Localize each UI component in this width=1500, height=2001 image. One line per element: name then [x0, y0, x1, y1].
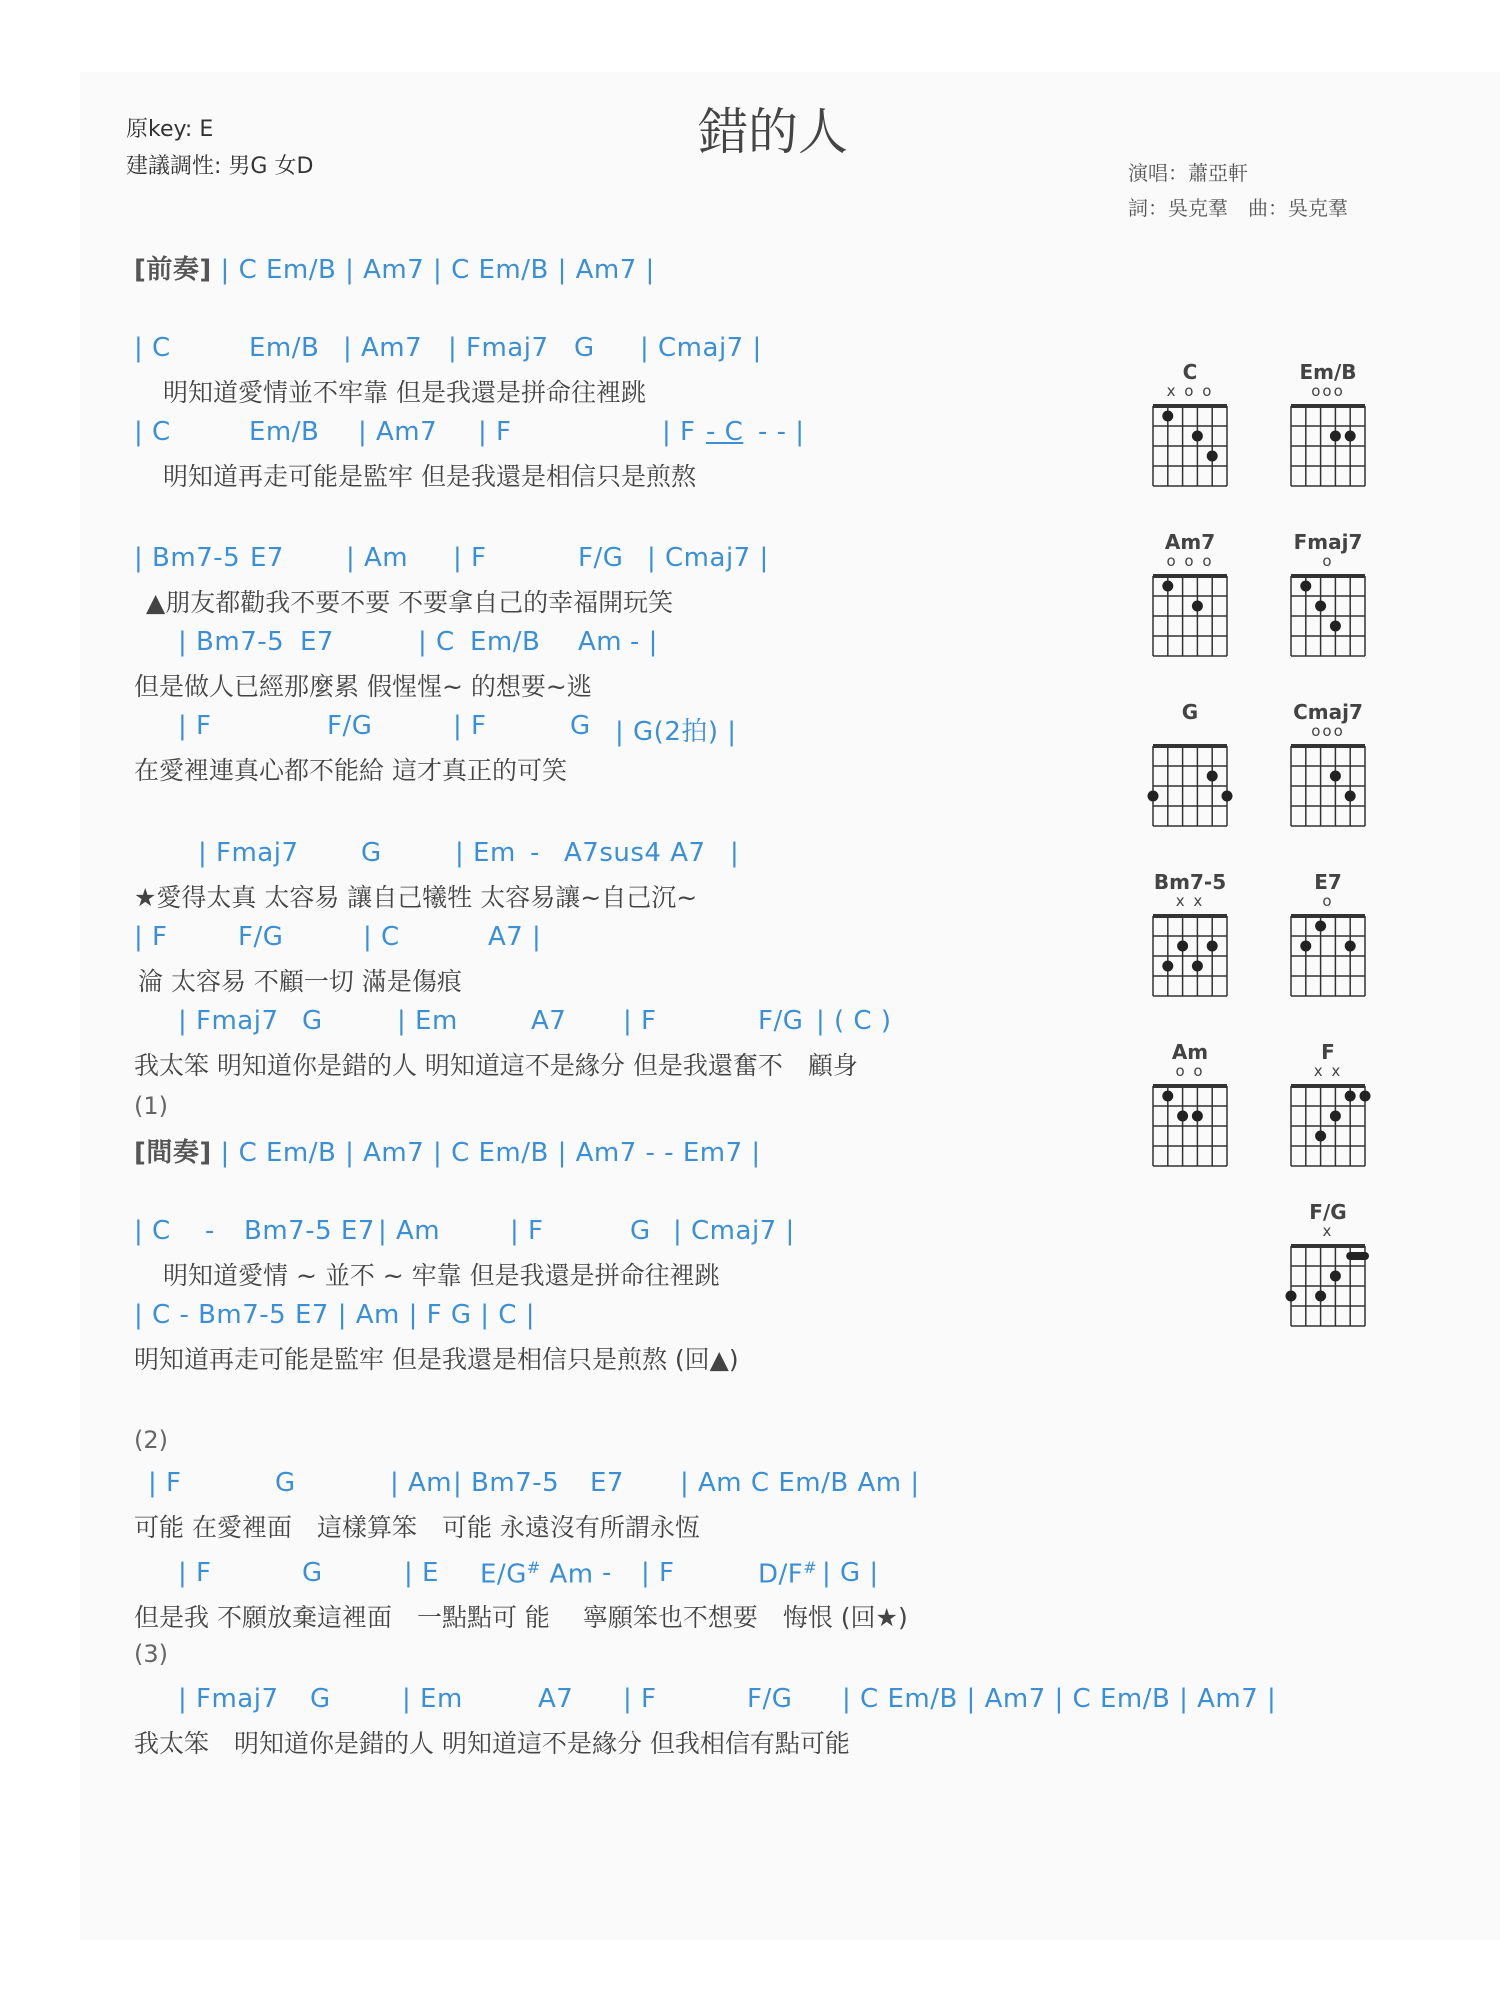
chord: | F	[178, 711, 212, 741]
finger-dot	[1330, 1111, 1341, 1122]
lyric-line: 在愛裡連真心都不能給 這才真正的可笑	[134, 756, 567, 785]
finger-dot	[1300, 581, 1311, 592]
chord: G	[302, 1006, 323, 1036]
open-mute-markers: o o	[1175, 1062, 1205, 1080]
chord-diagram-name: Em/B	[1299, 360, 1357, 384]
chord-diagram-name: Am	[1171, 1040, 1209, 1064]
chord-part: E/G	[480, 1559, 527, 1590]
lyric-line: ★愛得太真 太容易 讓自己犧牲 太容易讓~自己沉~	[134, 883, 698, 912]
chord-diagram-name: Am7	[1164, 530, 1216, 554]
finger-dot	[1360, 1091, 1371, 1102]
chord: F/G	[747, 1684, 793, 1714]
finger-dot	[1192, 961, 1203, 972]
lyric-line: 淪 太容易 不顧一切 滿是傷痕	[138, 967, 462, 996]
chord: | C	[134, 417, 171, 447]
open-mute-markers: o	[1322, 892, 1334, 910]
section-marker: (1)	[134, 1092, 168, 1120]
chord: | G(2拍) |	[615, 717, 737, 747]
finger-dot	[1207, 771, 1218, 782]
lyric-line: 明知道愛情 ~ 並不 ~ 牢靠 但是我還是拼命往裡跳	[163, 1261, 720, 1290]
chord: | ( C )	[816, 1006, 892, 1036]
finger-dot	[1330, 621, 1341, 632]
open-mute-markers: o o o	[1166, 552, 1214, 570]
fretboard-grid	[1147, 402, 1233, 492]
open-mute-markers: x	[1322, 1222, 1334, 1240]
singer-credit: 演唱：蕭亞軒	[1128, 161, 1248, 185]
finger-dot	[1207, 451, 1218, 462]
chord: G	[310, 1684, 331, 1714]
chord: G	[570, 711, 591, 741]
fretboard-grid	[1285, 1242, 1371, 1332]
chord: F/G	[327, 711, 373, 741]
fretboard-grid	[1285, 402, 1371, 492]
chord-diagram-name: C	[1182, 360, 1198, 384]
chord-diagram-name: Fmaj7	[1293, 530, 1363, 554]
lyric-line: ▲朋友都勸我不要不要 不要拿自己的幸福開玩笑	[146, 588, 674, 617]
chord: G	[302, 1558, 323, 1588]
chord: | F	[148, 1468, 182, 1498]
chord: | Fmaj7	[448, 333, 549, 363]
chord-part: Am	[540, 1559, 594, 1590]
chord: | Am	[346, 543, 409, 573]
open-mute-markers: o	[1322, 552, 1334, 570]
finger-dot	[1177, 1111, 1188, 1122]
chord: A7	[531, 1006, 567, 1036]
writer-credit: 詞：吳克羣 曲：吳克羣	[1128, 196, 1348, 220]
chord: Em/B	[249, 333, 320, 363]
chord-line: | C - Bm7-5 E7 | Am | F G | C |	[134, 1300, 535, 1330]
lyric-line: 明知道再走可能是監牢 但是我還是相信只是煎熬 (回▲)	[134, 1345, 739, 1374]
finger-dot	[1300, 941, 1311, 952]
fretboard-grid	[1147, 912, 1233, 1002]
finger-dot	[1162, 411, 1173, 422]
finger-dot	[1162, 961, 1173, 972]
chord-diagram-name: E7	[1314, 870, 1342, 894]
chord: | C	[134, 1216, 171, 1246]
chord-diagram-g	[1140, 700, 1240, 834]
chord: -	[530, 838, 540, 868]
chord: | F	[453, 543, 487, 573]
finger-dot	[1330, 771, 1341, 782]
chord-diagram-am	[1140, 1040, 1240, 1174]
intro-line	[134, 249, 655, 286]
fretboard-grid	[1147, 572, 1233, 662]
lyric-line: 明知道愛情並不牢靠 但是我還是拼命往裡跳	[163, 378, 646, 407]
chord: E7	[590, 1468, 624, 1498]
chord: | F	[623, 1684, 657, 1714]
chord: A7	[488, 922, 524, 952]
chord	[758, 1558, 817, 1590]
chord: Em/B	[249, 417, 320, 447]
finger-dot	[1345, 791, 1356, 802]
chord: | F	[134, 922, 168, 952]
chord: | Cmaj7 |	[640, 333, 762, 363]
chord: Am	[578, 627, 623, 657]
chord-diagram-cmaj7	[1278, 700, 1378, 834]
chord: E7	[250, 543, 284, 573]
fretboard-grid	[1285, 912, 1371, 1002]
chord-diagram-name: G	[1181, 700, 1199, 724]
chord: | Fmaj7	[198, 838, 299, 868]
open-mute-markers: x x	[1313, 1062, 1343, 1080]
chord: | Fmaj7	[178, 1006, 279, 1036]
chord: |	[532, 922, 542, 952]
fretboard-grid	[1147, 742, 1233, 832]
finger-dot	[1162, 581, 1173, 592]
chord: G	[574, 333, 595, 363]
chord: G	[275, 1468, 296, 1498]
interlude-label: [間奏]	[134, 1138, 212, 1168]
chord: | C	[363, 922, 400, 952]
chord-diagram-name: Bm7-5	[1153, 870, 1227, 894]
finger-dot	[1345, 941, 1356, 952]
intro-chords: | C Em/B | Am7 | C Em/B | Am7 |	[220, 255, 655, 285]
chord-diagram-f	[1278, 1040, 1378, 1174]
chord: | F	[453, 711, 487, 741]
chord: | Em	[455, 838, 516, 868]
chord: E7	[300, 627, 334, 657]
lyric-line: 但是我 不願放棄這裡面 一點點可 能 寧願笨也不想要 悔恨 (回★)	[134, 1603, 908, 1632]
chord: | Cmaj7 |	[673, 1216, 795, 1246]
chord: | Fmaj7	[178, 1684, 279, 1714]
chord: | Am C Em/B Am |	[680, 1468, 920, 1498]
chord: G	[361, 838, 382, 868]
chord: | F	[623, 1006, 657, 1036]
chord: | E	[404, 1558, 439, 1588]
chord: | G |	[822, 1558, 879, 1588]
chord: | Em	[397, 1006, 458, 1036]
chord: | F	[510, 1216, 544, 1246]
finger-dot	[1222, 791, 1233, 802]
finger-dot	[1207, 941, 1218, 952]
chord: A7	[538, 1684, 574, 1714]
chord: | Em	[402, 1684, 463, 1714]
chord-diagram-e7	[1278, 870, 1378, 1004]
section-marker: (2)	[134, 1426, 168, 1454]
barre-mark	[1346, 1252, 1369, 1260]
finger-dot	[1177, 941, 1188, 952]
lyric-line: 可能 在愛裡面 這樣算笨 可能 永遠沒有所謂永恆	[134, 1513, 700, 1542]
chord: Em/B	[470, 627, 541, 657]
fretboard-grid	[1285, 572, 1371, 662]
chord: G	[630, 1216, 651, 1246]
finger-dot	[1315, 921, 1326, 932]
open-mute-markers: x o o	[1166, 382, 1214, 400]
finger-dot	[1162, 1091, 1173, 1102]
chord: F/G	[238, 922, 284, 952]
intro-label: [前奏]	[134, 255, 212, 285]
interlude-line	[134, 1132, 761, 1169]
finger-dot	[1345, 1091, 1356, 1102]
fretboard-grid	[1147, 1082, 1233, 1172]
chord: -	[205, 1216, 215, 1246]
chord: | Am	[390, 1468, 453, 1498]
chord-diagram-name: Cmaj7	[1293, 700, 1363, 724]
chord: - - |	[758, 417, 805, 447]
fretboard-grid	[1285, 742, 1371, 832]
interlude-chords: | C Em/B | Am7 | C Em/B | Am7 - - Em7 |	[220, 1138, 761, 1168]
original-key: 原key: E	[126, 117, 214, 142]
chord-diagram-bm7-5	[1140, 870, 1240, 1004]
finger-dot	[1148, 791, 1159, 802]
lyric-line: 但是做人已經那麼累 假惺惺~ 的想要~逃	[134, 672, 592, 701]
sharp-sign: #	[803, 1558, 818, 1577]
chord: | F	[478, 417, 512, 447]
chord-part: D/F	[758, 1559, 804, 1590]
chord: A7sus4 A7	[564, 838, 706, 868]
finger-dot	[1330, 431, 1341, 442]
finger-dot	[1192, 431, 1203, 442]
chord: - |	[630, 627, 658, 657]
finger-dot	[1315, 1131, 1326, 1142]
chord: F/G	[578, 543, 624, 573]
chord-diagram-fmaj7	[1278, 530, 1378, 664]
section-marker: (3)	[134, 1640, 168, 1668]
chord: |	[730, 838, 740, 868]
finger-dot	[1286, 1291, 1297, 1302]
chord: | Am7	[358, 417, 438, 447]
chord: | Bm7-5	[453, 1468, 560, 1498]
finger-dot	[1192, 601, 1203, 612]
chord: | F	[641, 1558, 675, 1588]
fretboard-grid	[1285, 1082, 1371, 1172]
chord: | Am7	[343, 333, 423, 363]
open-mute-markers: ooo	[1311, 382, 1345, 400]
finger-dot	[1315, 1291, 1326, 1302]
lyric-line: 我太笨 明知道你是錯的人 明知道這不是緣分 但是我還奮不 顧身	[134, 1051, 858, 1080]
chord: Bm7-5 E7	[244, 1216, 375, 1246]
chord	[480, 1558, 594, 1590]
open-mute-markers: x x	[1175, 892, 1205, 910]
sharp-sign: #	[526, 1558, 541, 1577]
finger-dot	[1345, 431, 1356, 442]
chord-diagram-c	[1140, 360, 1240, 494]
chord: | Bm7-5	[178, 627, 285, 657]
chord: - C	[706, 417, 744, 447]
song-title: 錯的人	[698, 103, 848, 161]
lyric-line: 明知道再走可能是監牢 但是我還是相信只是煎熬	[163, 462, 696, 491]
suggested-key: 建議調性: 男G 女D	[126, 154, 314, 179]
chord: | Cmaj7 |	[647, 543, 769, 573]
chord: F/G	[758, 1006, 804, 1036]
finger-dot	[1330, 1271, 1341, 1282]
chord-diagram-em-b	[1278, 360, 1378, 494]
chord: | F	[662, 417, 696, 447]
chord-diagram-name: F/G	[1309, 1200, 1347, 1224]
chord: -	[602, 1558, 612, 1588]
chord: | Am	[378, 1216, 441, 1246]
chord-diagram-am7	[1140, 530, 1240, 664]
chord-diagram-f-g	[1278, 1200, 1378, 1334]
lyric-line: 我太笨 明知道你是錯的人 明知道這不是緣分 但我相信有點可能	[134, 1729, 850, 1758]
chord: | C	[134, 333, 171, 363]
chord-diagram-name: F	[1321, 1040, 1335, 1064]
chord: | F	[178, 1558, 212, 1588]
finger-dot	[1315, 601, 1326, 612]
chord: | C	[418, 627, 455, 657]
chord: | C Em/B | Am7 | C Em/B | Am7 |	[842, 1684, 1277, 1714]
chord: | Bm7-5	[134, 543, 241, 573]
open-mute-markers: ooo	[1311, 722, 1345, 740]
finger-dot	[1192, 1111, 1203, 1122]
